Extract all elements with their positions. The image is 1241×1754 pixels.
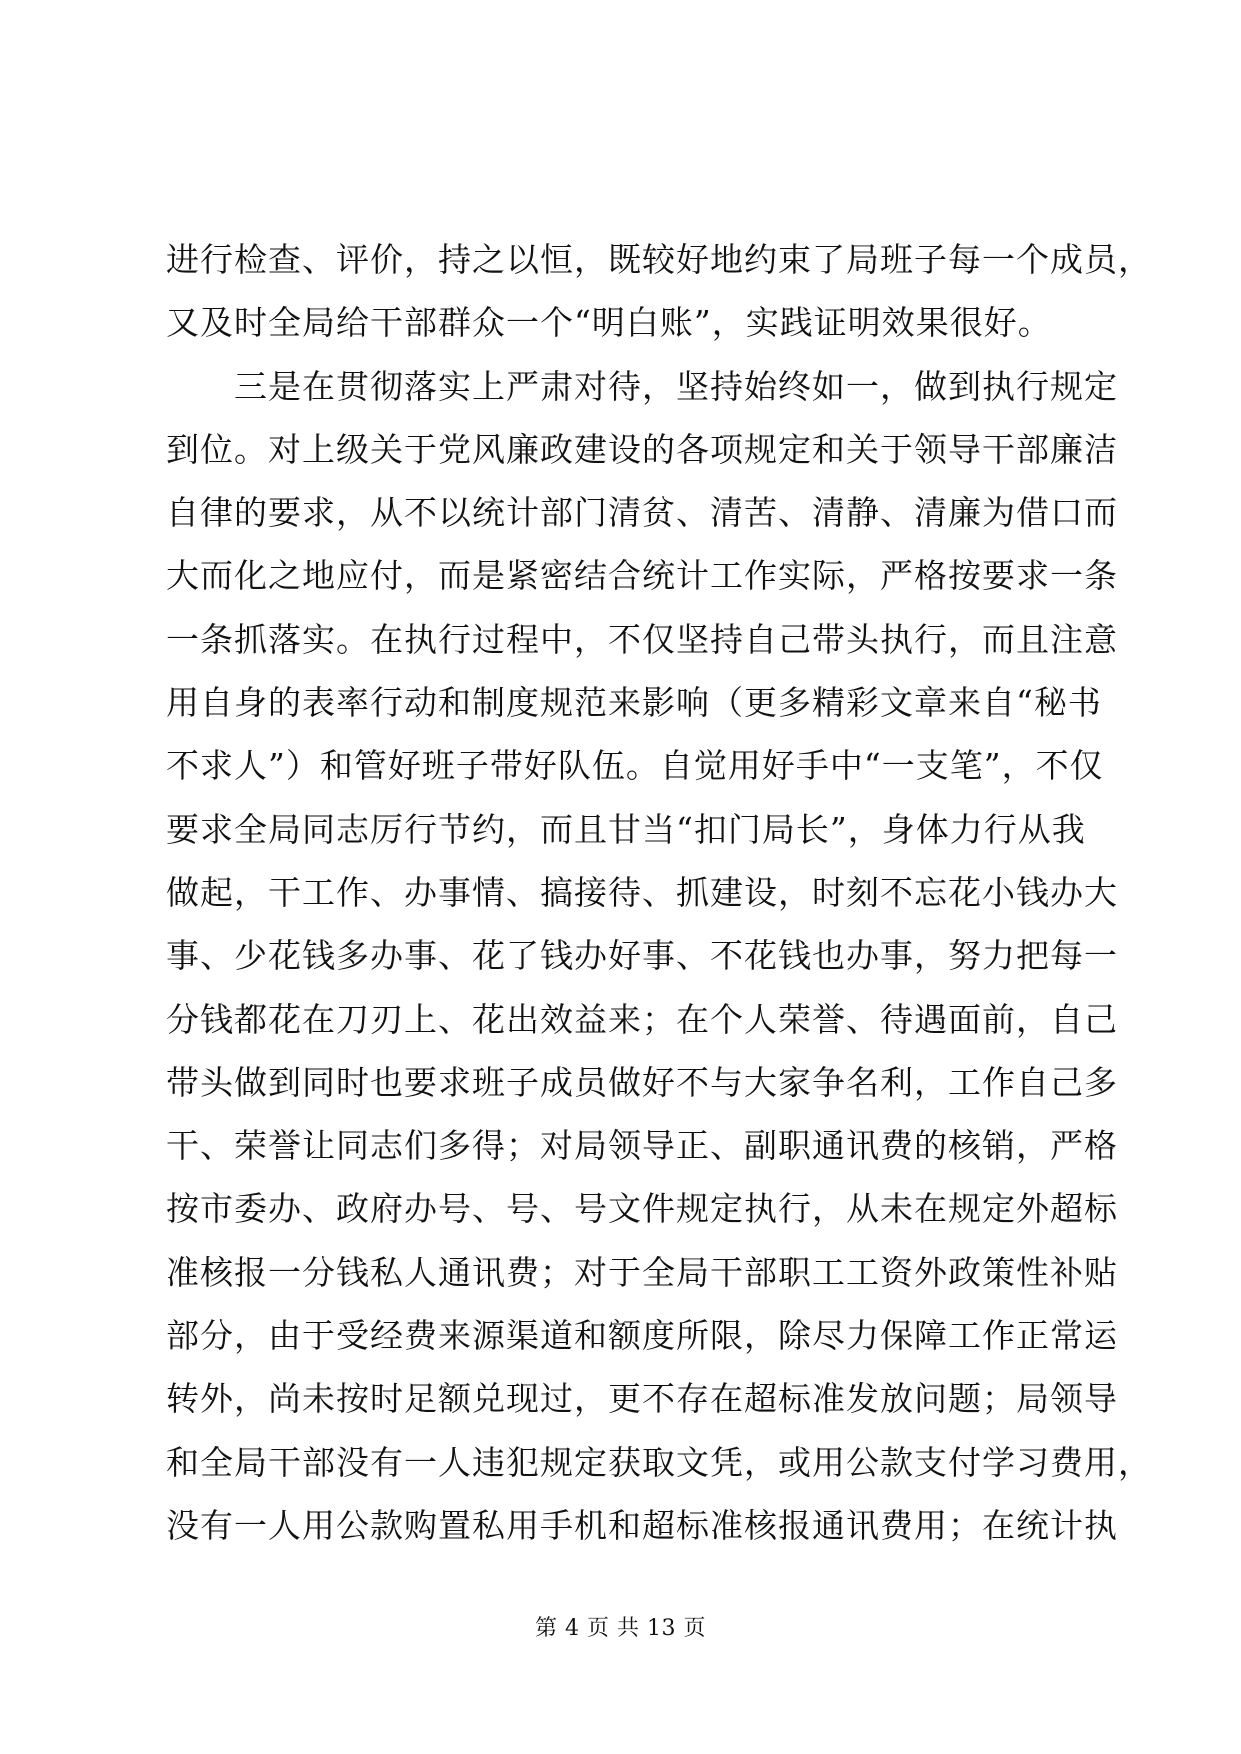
body-text bbox=[166, 228, 1152, 1557]
text-line: 没有一人用公款购置私用手机和超标准核报通讯费用；在统计执 bbox=[166, 1505, 1118, 1545]
text-line: 准核报一分钱私人通讯费；对于全局干部职工工资外政策性补贴 bbox=[166, 1252, 1118, 1292]
text-line: 转外，尚未按时足额兑现过，更不存在超标准发放问题；局领导 bbox=[166, 1379, 1118, 1419]
text-line: 自律的要求，从不以统计部门清贫、清苦、清静、清廉为借口而 bbox=[166, 493, 1118, 533]
text-line: 和全局干部没有一人违犯规定获取文凭，或用公款支付学习费用， bbox=[166, 1442, 1152, 1482]
text-line: 干、荣誉让同志们多得；对局领导正、副职通讯费的核销，严格 bbox=[166, 1126, 1118, 1166]
text-line: 又及时全局给干部群众一个“明白账”，实践证明效果很好。 bbox=[166, 303, 1052, 343]
text-line: 大而化之地应付，而是紧密结合统计工作实际，严格按要求一条 bbox=[166, 556, 1118, 596]
text-line: 事、少花钱多办事、花了钱办好事、不花钱也办事，努力把每一 bbox=[166, 936, 1118, 976]
text-line: 到位。对上级关于党风廉政建设的各项规定和关于领导干部廉洁 bbox=[166, 429, 1118, 469]
text-line: 不求人”）和管好班子带好队伍。自觉用好手中“一支笔”，不仅 bbox=[166, 746, 1104, 786]
text-line: 进行检查、评价，持之以恒，既较好地约束了局班子每一个成员， bbox=[166, 240, 1152, 279]
text-line: 一条抓落实。在执行过程中，不仅坚持自己带头执行，而且注意 bbox=[166, 619, 1118, 659]
text-line: 带头做到同时也要求班子成员做好不与大家争名利，工作自己多 bbox=[166, 1062, 1118, 1102]
text-line: 做起，干工作、办事情、搞接待、抓建设，时刻不忘花小钱办大 bbox=[166, 872, 1118, 912]
text-line: 三是在贯彻落实上严肃对待，坚持始终如一，做到执行规定 bbox=[166, 366, 1118, 406]
text-line: 部分，由于受经费来源渠道和额度所限，除尽力保障工作正常运 bbox=[166, 1316, 1118, 1356]
text-line: 用自身的表率行动和制度规范来影响（更多精彩文章来自“秘书 bbox=[166, 683, 1102, 723]
text-line: 要求全局同志厉行节约，而且甘当“扣门局长”，身体力行从我 bbox=[166, 809, 1086, 849]
page-number-footer: 第 4 页 共 13 页 bbox=[535, 1616, 706, 1641]
text-line: 按市委办、政府办号、号、号文件规定执行，从未在规定外超标 bbox=[166, 1189, 1118, 1229]
text-line: 分钱都花在刀刃上、花出效益来；在个人荣誉、待遇面前，自己 bbox=[166, 999, 1118, 1039]
